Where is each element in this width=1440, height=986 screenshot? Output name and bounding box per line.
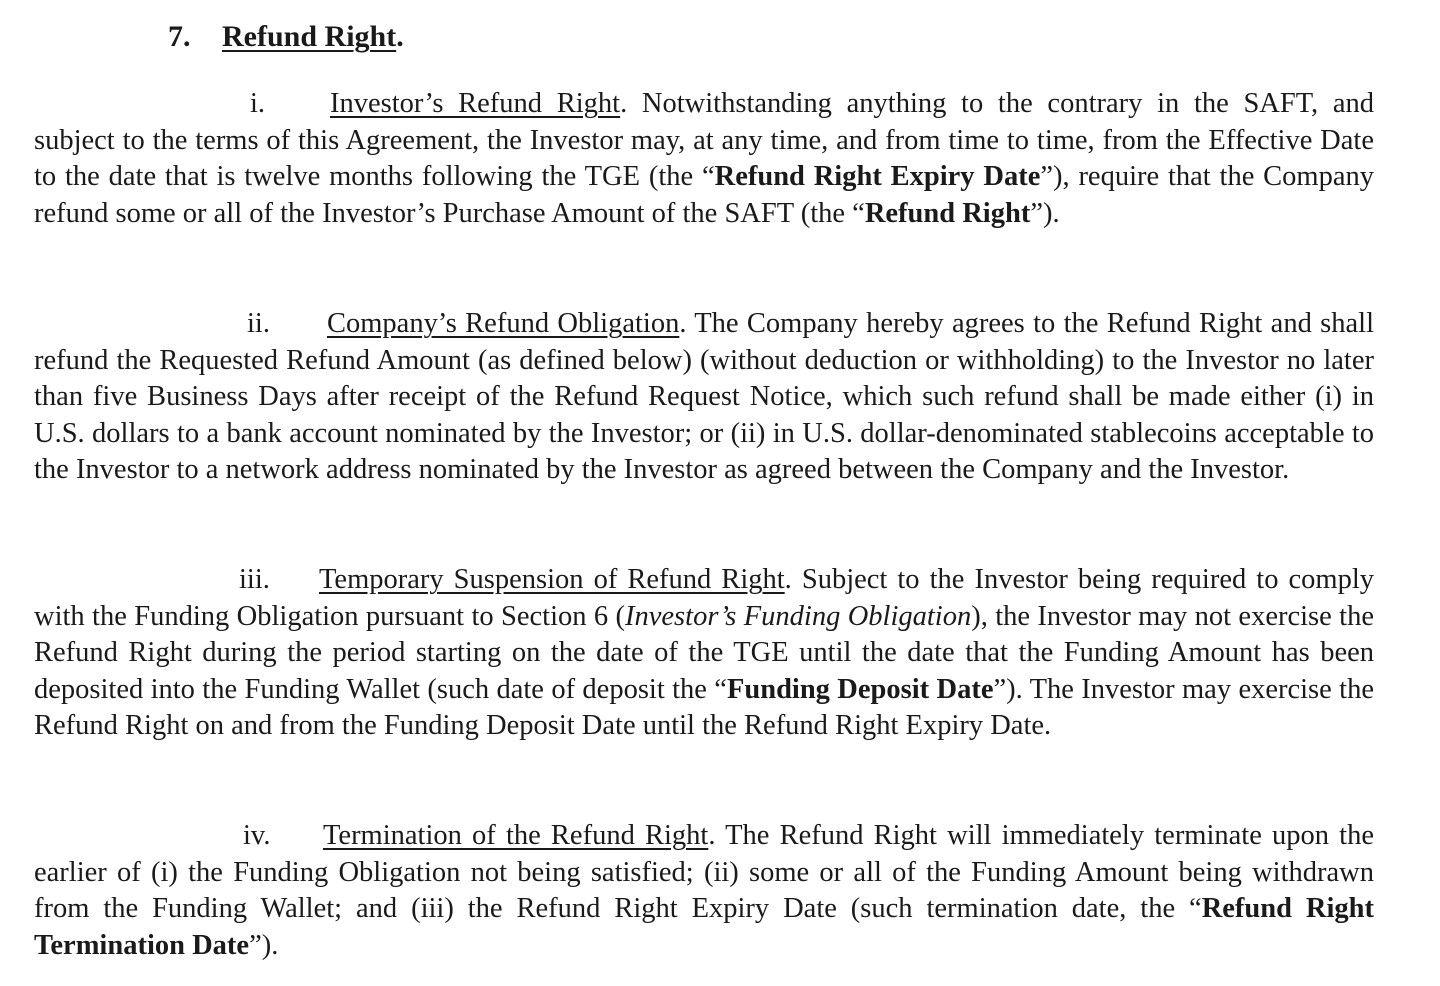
section-heading (168, 18, 404, 56)
clause-text: . The Company hereby agrees to the Refund Right and shall refund the Requested Refund Amount (as defined below) (without deduction or withholding) to the Investor no later than five Business Days after receipt of the Refund Request Notice, which such refund shall be made either (i) in U.S. dollars to a bank account nominated by the Investor; or (ii) in U.S. dollar-denominated stablecoins acceptable to the Investor to a network address nominated by the Investor as agreed between the Company and the Investor. (34, 308, 1375, 486)
clause-text: ), the Investor may not exercise the Refund Right during the period starting on the date of the TGE until the date that the Funding Amount has been deposited into the Funding Wallet (such date of deposit the “ (34, 600, 1374, 705)
clause-text: . Notwithstanding anything to the contrary in the SAFT, and subject to the terms of this Agreement, the Investor may, at any time, and from time to time, from the Effective Date to the date that is twelve months following the TGE (the “ (34, 88, 1375, 193)
section-number: 7. (168, 20, 191, 53)
section-title-period: . (396, 20, 404, 53)
clause-companys-refund-obligation (34, 306, 1374, 489)
clause-number: i. (250, 88, 266, 119)
clause-text: ”), require that the Company refund some or all of the Investor’s Purchase Amount of the SAFT (the “ (34, 161, 1374, 229)
clause-termination-of-refund-right (34, 818, 1374, 964)
clause-investors-refund-right (34, 86, 1374, 232)
clause-number: iii. (239, 564, 270, 595)
clause-heading: Company’s Refund Obligation (327, 308, 680, 339)
clause-text: ”). (249, 929, 279, 961)
clause-heading: Temporary Suspension of Refund Right (319, 564, 785, 595)
clause-temporary-suspension (34, 562, 1374, 745)
clause-text: . The Refund Right will immediately terminate upon the earlier of (i) the Funding Obligation not being satisfied; (ii) some or all of the Funding Amount being withdrawn from the Funding Wallet; and (iii) the Refund Right Expiry Date (such termination date, the “ (34, 820, 1374, 925)
cross-reference: Investor’s Funding Obligation (625, 600, 972, 632)
defined-term: Funding Deposit Date (726, 673, 994, 705)
clause-number: ii. (247, 308, 270, 339)
section-title: Refund Right (222, 20, 397, 53)
clause-text: . Subject to the Investor being required to comply with the Funding Obligation pursuant to Section 6 ( (34, 564, 1374, 632)
defined-term: Refund Right (864, 197, 1031, 229)
defined-term: Refund Right Expiry Date (714, 161, 1041, 193)
clause-number: iv. (243, 820, 271, 851)
defined-term: Refund Right Termination Date (34, 893, 1374, 961)
clause-text: ”). The Investor may exercise the Refund Right on and from the Funding Deposit Date until the Refund Right Expiry Date. (34, 673, 1374, 742)
clause-heading: Termination of the Refund Right (323, 820, 709, 851)
clause-text: ”). (1030, 197, 1060, 229)
clause-heading: Investor’s Refund Right (330, 88, 621, 119)
